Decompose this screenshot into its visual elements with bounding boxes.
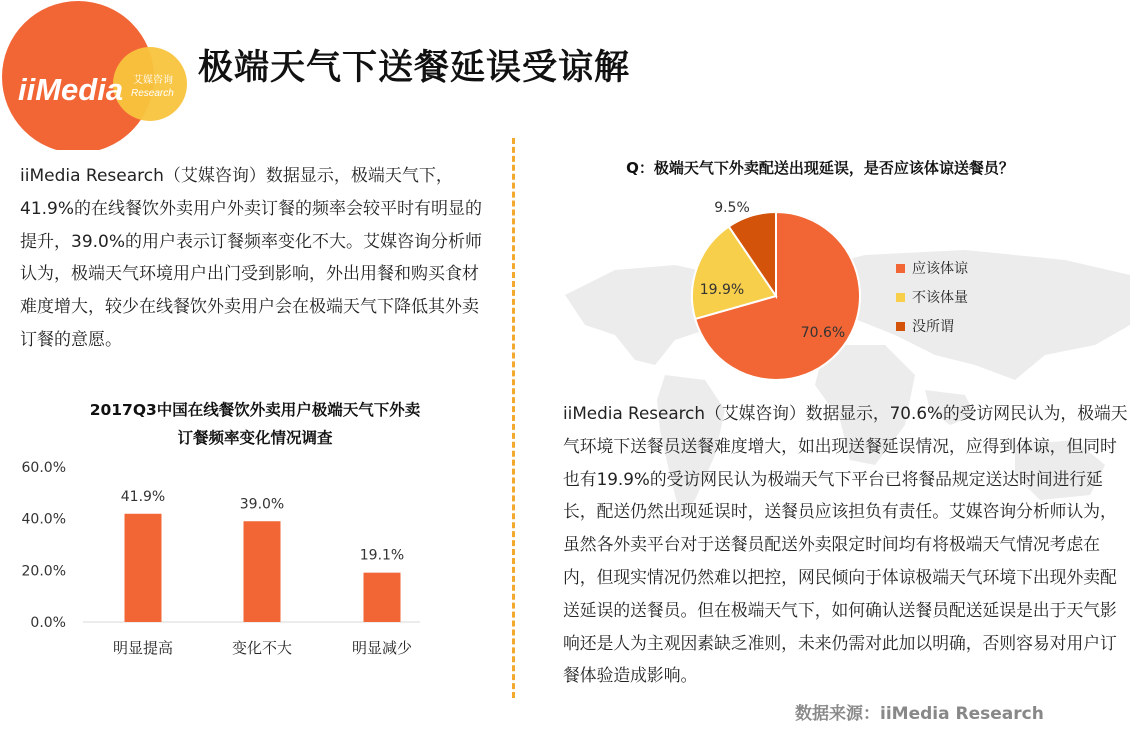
logo-name-en: Research	[131, 88, 174, 99]
bar-category-label: 明显减少	[351, 639, 413, 657]
bar-chart-title	[20, 396, 490, 452]
pie-chart	[680, 195, 1010, 395]
iimedia-logo	[0, 0, 200, 150]
legend-label: 应该体谅	[912, 261, 968, 277]
logo-name-cn: 艾媒咨询	[133, 75, 173, 86]
bar-chart	[0, 450, 500, 675]
legend-swatch	[896, 264, 905, 273]
bar-value-label: 41.9%	[120, 488, 166, 505]
bar-ytick-label: 20.0%	[21, 563, 66, 580]
bar	[244, 521, 281, 622]
pie-slice-label: 9.5%	[714, 200, 750, 216]
source-note: 数据来源：iiMedia Research	[795, 704, 1044, 724]
bar-chart-title-line: 2017Q3中国在线餐饮外卖用户极端天气下外卖	[89, 401, 421, 419]
pie-slice-label: 19.9%	[699, 282, 745, 298]
bar	[364, 573, 401, 622]
legend-swatch	[896, 293, 905, 302]
legend-label: 不该体量	[912, 290, 968, 306]
legend-label: 没所谓	[912, 319, 954, 335]
bar-chart-title-line: 订餐频率变化情况调查	[177, 429, 333, 447]
pie-chart-question: Q：极端天气下外卖配送出现延误，是否应该体谅送餐员？	[626, 159, 1014, 177]
bar-ytick-label: 0.0%	[30, 615, 66, 631]
bar	[125, 514, 162, 622]
column-divider	[512, 138, 515, 698]
bar-ytick-label: 60.0%	[21, 460, 66, 476]
right-paragraph: iiMedia Research（艾媒咨询）数据显示，70.6%的受访网民认为，极端天气环境下送餐员送餐难度增大，如出现送餐延误情况，应得到体谅，但同时也有19.9%的受访网民认为极端天气下平台已将餐品规定送达时间进行延长，配送仍然出现延误时，送餐员应该担负有责任。艾媒咨询分析师认为，虽然各外卖平台对于送餐员配送外卖限定时间均有将极端天气情况考虑在内，但现实情况仍然难以把控，网民倾向于体谅极端天气环境下出现外卖配送延误的送餐员。但在极端天气下，如何确认送餐员配送延误是出于天气影响还是人为主观因素缺乏准则，未来仍需对此加以明确，否则容易对用户订餐体验造成影响。	[563, 403, 1128, 686]
page-title: 极端天气下送餐延误受谅解	[198, 48, 631, 88]
bar-category-label: 变化不大	[231, 639, 293, 657]
bar-ytick-label: 40.0%	[21, 511, 66, 528]
logo-wordmark: iiMedia	[18, 72, 124, 107]
left-paragraph: iiMedia Research（艾媒咨询）数据显示，极端天气下，41.9%的在线餐饮外卖用户外卖订餐的频率会较平时有明显的提升，39.0%的用户表示订餐频率变化不大。艾媒咨询分析师认为，极端天气环境用户出门受到影响，外出用餐和购买食材难度增大，较少在线餐饮外卖用户会在极端天气下降低其外卖订餐的意愿。	[20, 166, 483, 350]
legend-swatch	[896, 322, 905, 331]
pie-slice-label: 70.6%	[800, 325, 846, 341]
bar-category-label: 明显提高	[112, 639, 174, 657]
bar-value-label: 39.0%	[239, 496, 285, 513]
bar-value-label: 19.1%	[359, 547, 405, 564]
